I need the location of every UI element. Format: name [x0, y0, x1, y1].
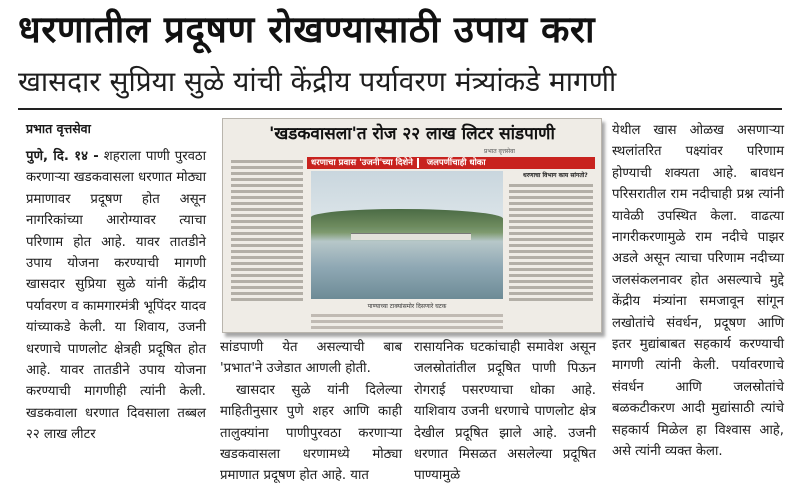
column-3-para-1: रासायनिक घटकांचाही समावेश असून जलस्रोतांतील प्रदूषित पाणी पिऊन रोगराई पसरण्याचा धोका आहे. याशिवाय उजनी धरणाचे पाणलोट क्षेत्र देखील प्रदूषित झाले आहे. उजनी धरणात मिसळत असलेल्या प्रदूषित पाण्यामुळे	[414, 340, 596, 484]
dateline: पुणे, दि. १४ -	[26, 149, 99, 164]
strip-left-text: धरणाचा प्रवास 'उजनी'च्या दिशेने	[311, 158, 413, 168]
column-1-text: शहराला पाणी पुरवठा करणाऱ्या खडकवासला धरणात मोठ्या प्रमाणावर प्रदूषण होत असून नागरिकांच्या आरोग्यावर त्याचा परिणाम होत आहे. यावर तातडीने उपाय योजना करण्याची मागणी खासदार सुप्रिया सुळे यांनी केंद्रीय पर्यावरण व कामगारमंत्री भूपिंदर यादव यांच्याकडे केली. या शिवाय, उजनी धरणाचे पाणलोट क्षेत्रही प्रदूषित होत आहे. यावर तातडीने उपाय योजना करण्याची मागणीही त्यांनी केली. खडकवाला धरणात दिवसाला तब्बल २२ लाख लीटर	[26, 149, 206, 443]
article-column-4	[612, 120, 784, 463]
divider	[18, 108, 782, 110]
headline: धरणातील प्रदूषण रोखण्यासाठी उपाय करा	[18, 8, 596, 51]
clipping-subhead: धरणाचा विभाग काय सांगतो?	[523, 172, 588, 179]
clipping-text-left	[231, 157, 303, 304]
dam-photo	[311, 171, 503, 299]
column-2-para-2: खासदार सुळे यांनी दिलेल्या माहितीनुसार पुणे शहर आणि काही तालुक्यांना पाणीपुरवठा करणाऱ्या खडकवासला धरणामध्ये मोठ्या प्रमाणात प्रदूषण होत आहे. यात	[220, 382, 402, 484]
column-2-para-1: सांडपाणी येत असल्याची बाब 'प्रभात'ने उजेडात आणली होती.	[220, 340, 402, 377]
clipping-red-strip	[307, 157, 595, 169]
article-column-3	[414, 337, 596, 487]
byline: प्रभात वृत्तसेवा	[26, 121, 91, 136]
clipping-text-right	[509, 181, 593, 304]
photo-caption: पाण्याच्या टाक्यांसमोर दिसणारे घटक	[367, 303, 447, 310]
clipping-image	[222, 118, 602, 333]
clipping-credit: प्रभात वृत्तसेवा	[484, 148, 515, 155]
strip-right-text: जलपर्णीचाही धोका	[426, 158, 486, 168]
column-4-para-1: येथील खास ओळख असणाऱ्या स्थलांतरित पक्ष्यांवर परिणाम होण्याची शक्यता आहे. बावधन परिसरातील राम नदीचाही प्रश्न त्यांनी यावेळी उपस्थित केला. वाढत्या नागरीकरणामुळे राम नदीचे पाझर अडले असून त्याचा परिणाम नदीच्या जलसंकलनावर होत असल्याचे मुद्दे केंद्रीय मंत्र्यांना समजावून सांगून लखोतांचे संवर्धन, प्रदूषण आणि इतर मुद्यांबाबत सहकार्य करण्याची मागणी त्यांनी केली. पर्यावरणाचे संवर्धन आणि जलस्रोतांचे बळकटीकरण आदी मुद्यांसाठी त्यांचे सहकार्य मिळेल हा विश्वास आहे, असे त्यांनी व्यक्त केला.	[612, 123, 784, 460]
clipping-text-bottom	[311, 311, 503, 332]
article-column-2	[220, 337, 402, 487]
article-column-1	[26, 146, 206, 446]
subheadline: खासदार सुप्रिया सुळे यांची केंद्रीय पर्यावरण मंत्र्यांकडे मागणी	[18, 65, 617, 98]
clipping-title: 'खडकवासला'त रोज २२ लाख लिटर सांडपाणी	[269, 124, 555, 144]
